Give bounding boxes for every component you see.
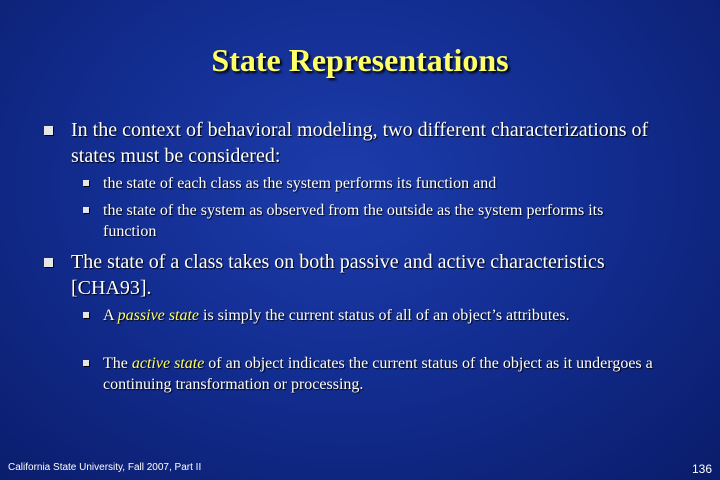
sub-bullet-passive-state (103, 305, 623, 326)
term-active-state: active state (131, 355, 205, 372)
square-bullet-icon (44, 126, 53, 135)
square-bullet-icon (83, 180, 89, 186)
sub-bullet-text-end: of an object indicates the current status of the object as it undergoes a continuing transformation or processing. (103, 355, 653, 393)
bullet-class-state (71, 249, 611, 301)
sub-bullet-text: the state of the system as observed from the outside as the system performs its function (103, 202, 604, 240)
square-bullet-icon (44, 258, 53, 267)
footer-text: California State University, Fall 2007, Part II (8, 462, 202, 473)
term-passive-state: passive state (117, 307, 199, 324)
bullet-text: In the context of behavioral modeling, two different characterizations of states must be considered: (71, 119, 649, 167)
square-bullet-icon (83, 207, 89, 213)
sub-bullet-text-end: is simply the current status of all of an object’s attributes. (199, 307, 570, 324)
sub-bullet-text-start: The (103, 355, 132, 372)
sub-bullet-active-state (103, 353, 688, 395)
page-number: 136 (691, 462, 712, 476)
sub-bullet-text: the state of each class as the system performs its function and (103, 175, 497, 192)
square-bullet-icon (83, 360, 89, 366)
slide-title: State Representations (211, 42, 509, 78)
square-bullet-icon (83, 312, 89, 318)
sub-bullet-system-state (103, 200, 643, 242)
bullet-context (71, 117, 691, 169)
sub-bullet-class-state (103, 173, 688, 194)
bullet-text: The state of a class takes on both passive and active characteristics [CHA93]. (71, 251, 605, 299)
sub-bullet-text-start: A (103, 307, 118, 324)
